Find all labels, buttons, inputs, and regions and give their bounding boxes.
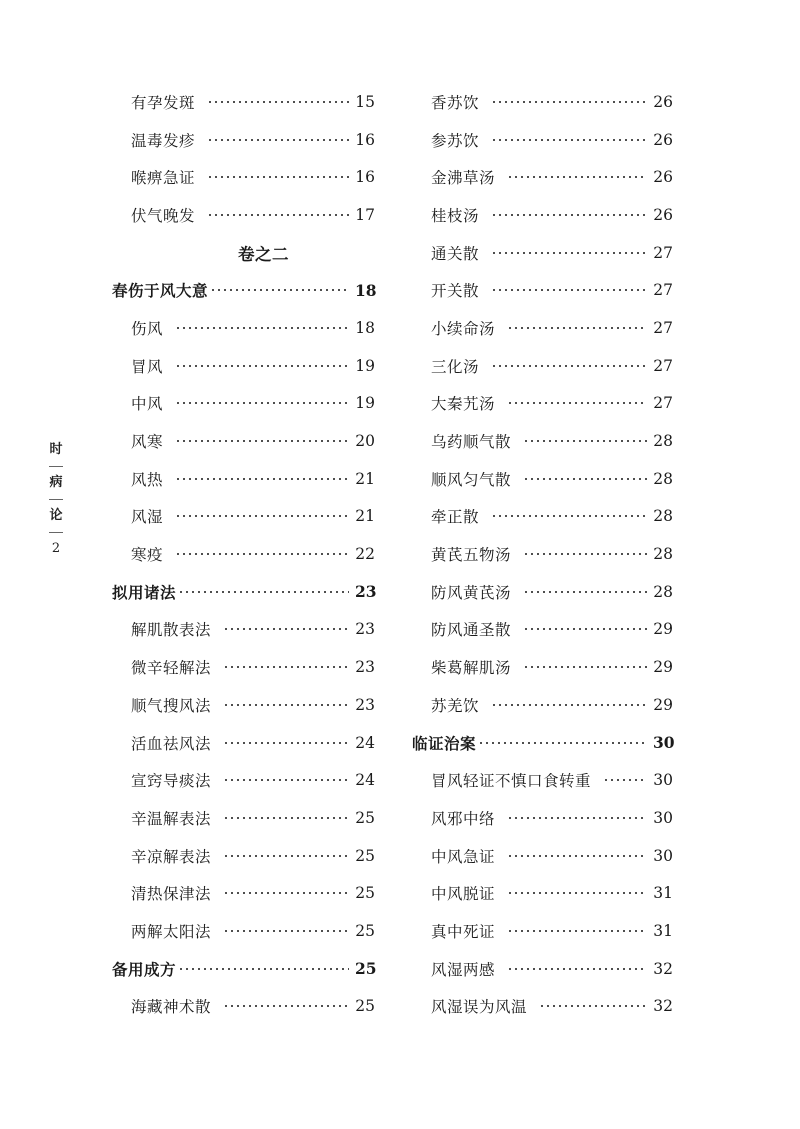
toc-title: 两解太阳法 [131, 922, 212, 941]
toc-title: 海藏神术散 [131, 998, 212, 1017]
toc-section[interactable] [112, 950, 375, 988]
toc-entry[interactable] [412, 799, 673, 837]
dot-leader [223, 778, 349, 782]
toc-page-number: 23 [355, 658, 375, 677]
toc-title: 通关散 [431, 244, 480, 263]
toc-entry[interactable] [412, 874, 673, 912]
toc-title: 金沸草汤 [431, 169, 496, 188]
toc-page-number: 29 [653, 620, 673, 639]
toc-section[interactable] [412, 724, 673, 762]
toc-page-number: 23 [355, 695, 375, 714]
toc-title: 风湿误为风温 [431, 998, 528, 1017]
toc-title: 辛凉解表法 [131, 847, 212, 866]
toc-title: 柴葛解肌汤 [431, 659, 512, 678]
toc-page-number: 26 [653, 92, 673, 111]
dot-leader [210, 288, 349, 292]
dot-leader [491, 138, 647, 142]
toc-page-number: 25 [355, 997, 375, 1016]
toc-entry[interactable] [112, 611, 375, 649]
dot-leader [603, 778, 647, 782]
dot-leader [223, 929, 349, 933]
toc-page-number: 22 [355, 545, 375, 564]
dot-leader [175, 552, 349, 556]
toc-title: 中风脱证 [431, 885, 496, 904]
toc-left-column [112, 83, 375, 1025]
dot-leader [223, 703, 349, 707]
dot-leader [207, 213, 349, 217]
toc-title: 风湿 [131, 508, 164, 527]
dot-leader [491, 251, 647, 255]
toc-entry[interactable] [412, 460, 673, 498]
dot-leader [491, 100, 647, 104]
toc-entry[interactable] [412, 837, 673, 875]
dot-leader [523, 552, 647, 556]
dot-leader [491, 514, 647, 518]
toc-entry[interactable] [412, 385, 673, 423]
dot-leader [223, 854, 349, 858]
running-head-char: 病 [49, 475, 63, 490]
toc-entry[interactable] [112, 385, 375, 423]
toc-page-number: 25 [355, 884, 375, 903]
toc-page-number: 25 [355, 846, 375, 865]
toc-page-number: 16 [355, 168, 375, 187]
dot-leader [223, 627, 349, 631]
toc-page-number: 24 [355, 771, 375, 790]
dot-leader [507, 891, 647, 895]
toc-title: 有孕发斑 [131, 93, 196, 112]
toc-title: 乌药顺气散 [431, 433, 512, 452]
toc-page-number: 30 [653, 808, 673, 827]
toc-page-number: 25 [355, 921, 375, 940]
dot-leader [175, 477, 349, 481]
toc-entry[interactable] [412, 121, 673, 159]
toc-title: 小续命汤 [431, 319, 496, 338]
toc-entry[interactable] [412, 158, 673, 196]
toc-page-number: 18 [355, 280, 377, 300]
dot-leader [507, 816, 647, 820]
toc-page-number: 28 [653, 507, 673, 526]
dot-leader [523, 627, 647, 631]
toc-title: 伏气晚发 [131, 206, 196, 225]
dot-leader [491, 703, 647, 707]
toc-entry[interactable] [112, 799, 375, 837]
toc-section[interactable] [112, 271, 375, 309]
toc-page-number: 23 [355, 620, 375, 639]
dot-leader [223, 741, 349, 745]
toc-entry[interactable] [112, 347, 375, 385]
toc-entry[interactable] [112, 422, 375, 460]
toc-page-number: 20 [355, 432, 375, 451]
toc-entry[interactable] [412, 686, 673, 724]
toc-entry[interactable] [112, 498, 375, 536]
toc-right-column [412, 83, 673, 1025]
toc-page-number: 30 [653, 846, 673, 865]
toc-title: 防风通圣散 [431, 621, 512, 640]
toc-title: 备用成方 [112, 959, 177, 979]
toc-page-number: 21 [355, 469, 375, 488]
dot-leader [507, 967, 647, 971]
toc-entry[interactable] [412, 535, 673, 573]
toc-title: 清热保津法 [131, 885, 212, 904]
toc-page-number: 29 [653, 658, 673, 677]
dot-leader [223, 891, 349, 895]
toc-page-number: 31 [653, 921, 673, 940]
toc-page-number: 25 [355, 808, 375, 827]
dot-leader [178, 967, 349, 971]
toc-entry[interactable] [412, 950, 673, 988]
dot-leader [223, 665, 349, 669]
dot-leader [207, 175, 349, 179]
toc-entry[interactable] [412, 271, 673, 309]
dot-leader [223, 1004, 349, 1008]
volume-heading-text: 卷之二 [238, 244, 289, 264]
toc-entry[interactable] [412, 196, 673, 234]
toc-page-number: 28 [653, 545, 673, 564]
dot-leader [207, 138, 349, 142]
toc-entry[interactable] [412, 498, 673, 536]
toc-entry[interactable] [412, 309, 673, 347]
toc-entry[interactable] [112, 460, 375, 498]
toc-page-number: 27 [653, 243, 673, 262]
running-head-char: 论 [49, 508, 63, 523]
toc-entry[interactable] [112, 121, 375, 159]
toc-title: 参苏饮 [431, 131, 480, 150]
toc-title: 拟用诸法 [112, 582, 177, 602]
page-number: 2 [51, 541, 61, 556]
toc-page-number: 26 [653, 130, 673, 149]
toc-entry[interactable] [412, 83, 673, 121]
toc-title: 冒风 [131, 357, 164, 376]
toc-title: 顺风匀气散 [431, 470, 512, 489]
dot-leader [539, 1004, 647, 1008]
toc-entry[interactable] [112, 874, 375, 912]
toc-entry[interactable] [112, 196, 375, 234]
toc-page-number: 28 [653, 432, 673, 451]
toc-title: 风寒 [131, 433, 164, 452]
dot-leader [175, 514, 349, 518]
toc-page-number: 26 [653, 168, 673, 187]
toc-entry[interactable] [112, 648, 375, 686]
dot-leader [523, 439, 647, 443]
running-head [44, 440, 68, 559]
toc-title: 真中死证 [431, 922, 496, 941]
toc-page-number: 24 [355, 733, 375, 752]
dot-leader [523, 665, 647, 669]
running-head-char: 时 [49, 442, 63, 457]
toc-title: 防风黄芪汤 [431, 583, 512, 602]
toc-title: 大秦艽汤 [431, 395, 496, 414]
toc-title: 温毒发疹 [131, 131, 196, 150]
toc-entry[interactable] [112, 724, 375, 762]
dot-leader [507, 175, 647, 179]
toc-page-number: 18 [355, 318, 375, 337]
toc-entry[interactable] [112, 988, 375, 1026]
dot-leader [175, 326, 349, 330]
toc-entry[interactable] [412, 347, 673, 385]
toc-page-number: 21 [355, 507, 375, 526]
dot-leader [491, 364, 647, 368]
toc-page-number: 15 [355, 92, 375, 111]
toc-entry[interactable] [412, 912, 673, 950]
toc-page-number: 27 [653, 281, 673, 300]
dot-leader [175, 401, 349, 405]
dot-leader [523, 590, 647, 594]
toc-title: 顺气搜风法 [131, 696, 212, 715]
toc-entry[interactable] [412, 611, 673, 649]
toc-entry[interactable] [112, 535, 375, 573]
toc-page-number: 25 [355, 959, 377, 979]
toc-page-number: 28 [653, 582, 673, 601]
running-head-divider [49, 499, 63, 500]
toc-page-number: 26 [653, 205, 673, 224]
dot-leader [491, 288, 647, 292]
toc-title: 喉痹急证 [131, 169, 196, 188]
dot-leader [507, 929, 647, 933]
dot-leader [175, 364, 349, 368]
toc-title: 苏羌饮 [431, 696, 480, 715]
toc-title: 风热 [131, 470, 164, 489]
toc-entry[interactable] [112, 83, 375, 121]
toc-entry[interactable] [412, 234, 673, 272]
toc-entry[interactable] [112, 912, 375, 950]
toc-page-number: 19 [355, 356, 375, 375]
dot-leader [178, 590, 349, 594]
toc-page-number: 27 [653, 394, 673, 413]
toc-page-number: 23 [355, 582, 377, 602]
toc-page-number: 32 [653, 997, 673, 1016]
dot-leader [491, 213, 647, 217]
dot-leader [478, 741, 647, 745]
dot-leader [507, 326, 647, 330]
toc-title: 冒风轻证不慎口食转重 [431, 772, 592, 791]
toc-title: 黄芪五物汤 [431, 546, 512, 565]
toc-title: 中风 [131, 395, 164, 414]
toc-entry[interactable] [112, 158, 375, 196]
toc-page-number: 27 [653, 318, 673, 337]
toc-title: 开关散 [431, 282, 480, 301]
toc-page-number: 28 [653, 469, 673, 488]
toc-entry[interactable] [412, 648, 673, 686]
toc-page-number: 27 [653, 356, 673, 375]
dot-leader [507, 401, 647, 405]
toc-title: 临证治案 [412, 733, 477, 753]
dot-leader [523, 477, 647, 481]
toc-entry[interactable] [112, 837, 375, 875]
toc-title: 春伤于风大意 [112, 281, 209, 301]
dot-leader [175, 439, 349, 443]
toc-entry[interactable] [412, 761, 673, 799]
toc-page-number: 31 [653, 884, 673, 903]
toc-title: 微辛轻解法 [131, 659, 212, 678]
toc-title: 宣窍导痰法 [131, 772, 212, 791]
toc-page-number: 32 [653, 959, 673, 978]
toc-title: 风邪中络 [431, 809, 496, 828]
toc-page-number: 29 [653, 695, 673, 714]
running-head-divider [49, 532, 63, 533]
toc-page-number: 30 [653, 771, 673, 790]
toc-entry[interactable] [412, 422, 673, 460]
volume-heading [112, 234, 375, 272]
toc-entry[interactable] [112, 761, 375, 799]
toc-title: 寒疫 [131, 546, 164, 565]
toc-title: 中风急证 [431, 847, 496, 866]
toc-title: 牵正散 [431, 508, 480, 527]
dot-leader [507, 854, 647, 858]
toc-page-number: 19 [355, 394, 375, 413]
toc-title: 活血祛风法 [131, 734, 212, 753]
dot-leader [223, 816, 349, 820]
toc-title: 三化汤 [431, 357, 480, 376]
toc-title: 香苏饮 [431, 93, 480, 112]
toc-entry[interactable] [112, 309, 375, 347]
toc-page-number: 30 [653, 733, 675, 753]
toc-page-number: 16 [355, 130, 375, 149]
toc-title: 解肌散表法 [131, 621, 212, 640]
toc-entry[interactable] [412, 573, 673, 611]
running-head-divider [49, 466, 63, 467]
toc-entry[interactable] [112, 686, 375, 724]
toc-page-number: 17 [355, 205, 375, 224]
toc-title: 桂枝汤 [431, 206, 480, 225]
toc-title: 伤风 [131, 319, 164, 338]
dot-leader [207, 100, 349, 104]
toc-title: 辛温解表法 [131, 809, 212, 828]
toc-entry[interactable] [412, 988, 673, 1026]
toc-title: 风湿两感 [431, 960, 496, 979]
toc-section[interactable] [112, 573, 375, 611]
